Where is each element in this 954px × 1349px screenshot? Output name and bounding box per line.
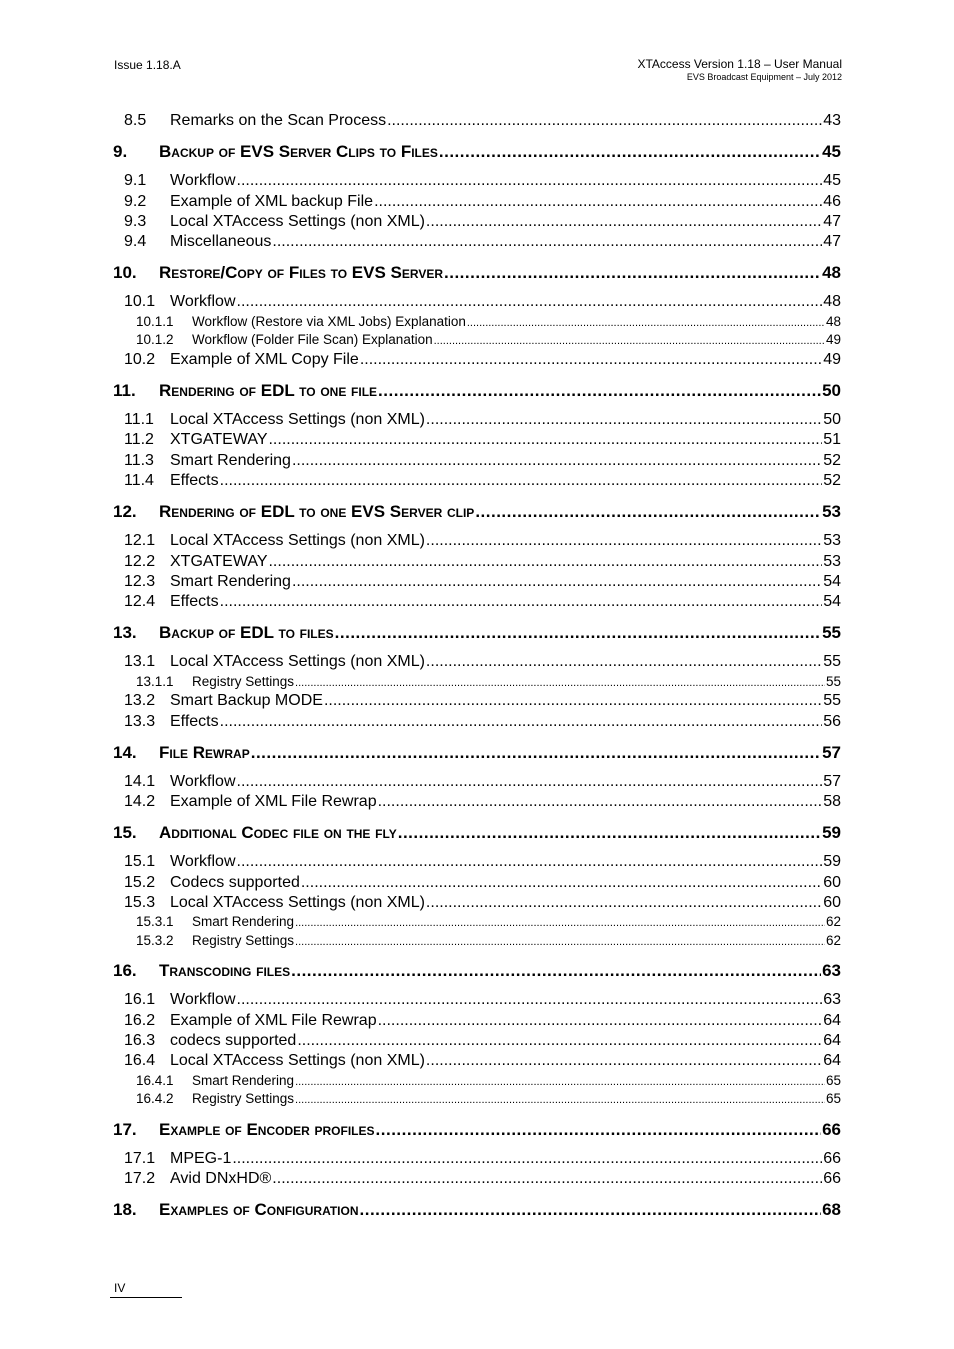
toc-entry-title: Example of XML File Rewrap	[170, 793, 377, 811]
toc-entry-title: Example of XML Copy File	[170, 350, 359, 368]
toc-entry-page: 49	[825, 332, 841, 348]
toc-entry-sec[interactable]	[113, 293, 841, 313]
toc-entry-sub[interactable]	[113, 332, 841, 351]
toc-entry-title: Restore/Copy of Files to EVS Server	[159, 263, 444, 283]
toc-entry-number: 12.	[113, 502, 137, 522]
toc-entry-number: 9.4	[124, 233, 147, 251]
toc-entry-page: 55	[823, 653, 841, 671]
toc-entry-sub[interactable]	[113, 674, 841, 693]
toc-entry-number: 12.1	[124, 532, 156, 550]
toc-dot-leader	[378, 381, 821, 401]
toc-entry-title: Example of XML backup File	[170, 192, 374, 210]
toc-entry-sub[interactable]	[113, 1091, 841, 1110]
toc-entry-page: 63	[822, 961, 841, 981]
toc-entry-title: Local XTAccess Settings (non XML)	[170, 532, 425, 550]
toc-dot-leader	[292, 452, 822, 470]
toc-entry-page: 48	[822, 263, 841, 283]
toc-entry-sec[interactable]	[113, 894, 841, 914]
toc-dot-leader	[295, 933, 825, 948]
toc-dot-leader	[378, 1012, 823, 1030]
toc-entry-number: 10.1	[124, 293, 156, 311]
toc-entry-sec[interactable]	[113, 1052, 841, 1072]
toc-entry-sec[interactable]	[113, 411, 841, 431]
toc-entry-page: 56	[823, 712, 841, 730]
toc-entry-number: 16.4.2	[136, 1091, 174, 1107]
toc-entry-page: 51	[823, 431, 841, 449]
toc-entry-sec[interactable]	[113, 853, 841, 873]
toc-entry-title: Miscellaneous	[170, 233, 272, 251]
toc-entry-page: 53	[823, 532, 841, 550]
toc-entry-chap[interactable]	[113, 823, 841, 843]
toc-dot-leader	[237, 293, 823, 311]
toc-entry-sec[interactable]	[113, 213, 841, 233]
toc-entry-number: 9.	[113, 142, 128, 162]
toc-entry-sub[interactable]	[113, 1073, 841, 1092]
toc-dot-leader	[268, 431, 822, 449]
toc-entry-page: 55	[823, 692, 841, 710]
toc-entry-page: 58	[823, 793, 841, 811]
toc-entry-chap[interactable]	[113, 263, 841, 283]
toc-entry-page: 48	[823, 293, 841, 311]
toc-entry-title: Rendering of EDL to one EVS Server clip	[159, 502, 475, 522]
toc-entry-number: 9.3	[124, 212, 147, 230]
toc-dot-leader	[324, 692, 822, 710]
toc-entry-title: Example of Encoder profiles	[159, 1119, 375, 1139]
toc-entry-sec[interactable]	[113, 172, 841, 192]
toc-entry-sec[interactable]	[113, 1150, 841, 1170]
toc-entry-page: 66	[823, 1169, 841, 1187]
toc-entry-sec[interactable]	[113, 1032, 841, 1052]
toc-entry-number: 17.	[113, 1119, 137, 1139]
toc-entry-number: 15.3.2	[136, 932, 174, 948]
toc-entry-number: 16.4	[124, 1052, 156, 1070]
toc-entry-page: 65	[825, 1072, 841, 1088]
toc-dot-leader	[237, 853, 823, 871]
toc-dot-leader	[439, 142, 821, 162]
toc-entry-sec[interactable]	[113, 793, 841, 813]
toc-entry-title: Smart Rendering	[170, 572, 291, 590]
toc-entry-page: 64	[823, 1031, 841, 1049]
toc-entry-page: 65	[825, 1091, 841, 1107]
toc-dot-leader	[237, 991, 823, 1009]
toc-dot-leader	[232, 1150, 822, 1168]
toc-entry-title: Registry Settings	[192, 673, 295, 689]
toc-entry-page: 49	[823, 350, 841, 368]
toc-dot-leader	[376, 1120, 822, 1140]
toc-entry-number: 17.1	[124, 1149, 156, 1167]
toc-dot-leader	[220, 713, 823, 731]
toc-dot-leader	[237, 773, 823, 791]
toc-entry-page: 63	[823, 991, 841, 1009]
toc-entry-sec[interactable]	[113, 472, 841, 492]
toc-dot-leader	[291, 961, 821, 981]
toc-entry-page: 53	[823, 552, 841, 570]
toc-entry-page: 47	[823, 212, 841, 230]
toc-entry-page: 46	[823, 192, 841, 210]
toc-entry-sec[interactable]	[113, 874, 841, 894]
toc-entry-page: 47	[823, 233, 841, 251]
toc-entry-number: 13.3	[124, 712, 156, 730]
toc-entry-chap[interactable]	[113, 1120, 841, 1140]
toc-entry-title: Transcoding files	[159, 961, 291, 981]
toc-entry-number: 11.	[113, 381, 136, 401]
toc-entry-page: 45	[823, 172, 841, 190]
toc-entry-page: 54	[823, 572, 841, 590]
toc-entry-title: Smart Backup MODE	[170, 692, 323, 710]
toc-entry-chap[interactable]	[113, 623, 841, 643]
toc-entry-sec[interactable]	[113, 452, 841, 472]
toc-entry-number: 11.1	[124, 411, 154, 429]
toc-dot-leader	[426, 411, 822, 429]
toc-entry-sub[interactable]	[113, 914, 841, 933]
toc-entry-title: Workflow	[170, 772, 236, 790]
toc-entry-sub[interactable]	[113, 933, 841, 952]
toc-entry-sec[interactable]	[113, 233, 841, 253]
toc-entry-sec[interactable]	[113, 1012, 841, 1032]
toc-dot-leader	[237, 172, 823, 190]
toc-entry-page: 52	[823, 451, 841, 469]
toc-dot-leader	[475, 502, 821, 522]
toc-dot-leader	[220, 472, 823, 490]
toc-dot-leader	[292, 573, 822, 591]
toc-entry-sec[interactable]	[113, 653, 841, 673]
toc-entry-sec[interactable]	[113, 773, 841, 793]
toc-entry-number: 15.2	[124, 873, 156, 891]
toc-entry-page: 62	[825, 932, 841, 948]
toc-entry-number: 11.3	[124, 451, 154, 469]
toc-entry-title: Effects	[170, 593, 219, 611]
toc-entry-title: Workflow (Folder File Scan) Explanation	[192, 332, 433, 348]
toc-entry-page: 62	[825, 914, 841, 930]
toc-entry-page: 59	[823, 853, 841, 871]
toc-entry-page: 50	[823, 411, 841, 429]
toc-dot-leader	[398, 823, 821, 843]
toc-entry-chap[interactable]	[113, 961, 841, 981]
toc-entry-title: Effects	[170, 471, 219, 489]
toc-entry-sec[interactable]	[113, 692, 841, 712]
toc-entry-page: 59	[822, 823, 841, 843]
toc-entry-page: 43	[823, 112, 841, 129]
toc-entry-chap[interactable]	[113, 502, 841, 522]
toc-entry-page: 57	[823, 772, 841, 790]
toc-entry-title: Local XTAccess Settings (non XML)	[170, 1052, 425, 1070]
toc-entry-title: Registry Settings	[192, 932, 295, 948]
toc-entry-number: 16.1	[124, 991, 156, 1009]
header-publisher-date: EVS Broadcast Equipment – July 2012	[686, 72, 842, 82]
toc-entry-title: Avid DNxHD®	[170, 1169, 272, 1187]
toc-entry-sec[interactable]	[113, 532, 841, 552]
toc-dot-leader	[272, 233, 822, 251]
toc-entry-title: Workflow	[170, 172, 236, 190]
toc-entry-number: 10.2	[124, 350, 156, 368]
toc-dot-leader	[295, 1091, 825, 1106]
toc-entry-sec[interactable]	[113, 553, 841, 573]
toc-entry-sec[interactable]	[113, 431, 841, 451]
toc-entry-title: File Rewrap	[159, 742, 250, 762]
toc-entry-number: 13.1.1	[136, 673, 174, 689]
toc-entry-chap[interactable]	[113, 381, 841, 401]
toc-entry-page: 60	[823, 894, 841, 912]
toc-entry-title: XTGATEWAY	[170, 431, 268, 449]
toc-dot-leader	[467, 314, 825, 329]
toc-entry-page: 66	[823, 1149, 841, 1167]
toc-entry-page: 68	[822, 1200, 841, 1220]
footer-rule	[110, 1297, 182, 1298]
toc-entry-page: 50	[822, 381, 841, 401]
toc-entry-page: 60	[823, 873, 841, 891]
toc-dot-leader	[426, 653, 822, 671]
toc-entry-title: Registry Settings	[192, 1091, 295, 1107]
toc-entry-number: 11.4	[124, 471, 154, 489]
toc-entry-number: 15.3.1	[136, 914, 174, 930]
toc-dot-leader	[295, 674, 825, 689]
toc-entry-number: 11.2	[124, 431, 154, 449]
toc-entry-title: Smart Rendering	[170, 451, 291, 469]
toc-entry-page: 55	[825, 673, 841, 689]
toc-entry-number: 12.3	[124, 572, 156, 590]
toc-entry-number: 17.2	[124, 1169, 156, 1187]
toc-entry-page: 48	[825, 313, 841, 329]
toc-entry-number: 14.1	[124, 772, 156, 790]
toc-dot-leader	[360, 351, 822, 369]
table-of-contents	[113, 112, 841, 1220]
toc-entry-title: Local XTAccess Settings (non XML)	[170, 212, 425, 230]
toc-entry-title: codecs supported	[170, 1031, 297, 1049]
toc-entry-title: Backup of EDL to files	[159, 623, 334, 643]
toc-entry-title: Local XTAccess Settings (non XML)	[170, 894, 425, 912]
toc-entry-number: 8.5	[124, 112, 147, 129]
toc-entry-number: 14.	[113, 742, 137, 762]
toc-entry-number: 10.1.1	[136, 313, 174, 329]
toc-entry-sec[interactable]	[113, 573, 841, 593]
toc-entry-title: Workflow	[170, 293, 236, 311]
toc-entry-title: Workflow	[170, 853, 236, 871]
toc-entry-number: 16.4.1	[136, 1072, 174, 1088]
toc-entry-number: 15.1	[124, 853, 156, 871]
toc-entry-page: 45	[822, 142, 841, 162]
toc-entry-sec[interactable]	[113, 593, 841, 613]
toc-entry-number: 12.2	[124, 552, 156, 570]
toc-entry-title: Effects	[170, 712, 219, 730]
toc-dot-leader	[272, 1170, 822, 1188]
toc-entry-number: 13.1	[124, 653, 156, 671]
toc-dot-leader	[268, 553, 822, 571]
toc-dot-leader	[426, 213, 822, 231]
toc-entry-chap[interactable]	[113, 1200, 841, 1220]
toc-entry-number: 12.4	[124, 593, 156, 611]
toc-entry-title: MPEG-1	[170, 1149, 232, 1167]
toc-entry-number: 9.2	[124, 192, 147, 210]
toc-entry-page: 54	[823, 593, 841, 611]
toc-entry-number: 14.2	[124, 793, 156, 811]
toc-dot-leader	[426, 1052, 822, 1070]
toc-entry-page: 66	[822, 1119, 841, 1139]
toc-entry-title: Remarks on the Scan Process	[170, 112, 387, 129]
toc-entry-title: Local XTAccess Settings (non XML)	[170, 411, 425, 429]
toc-entry-title: Codecs supported	[170, 873, 300, 891]
toc-entry-title: Additional Codec file on the fly	[159, 823, 397, 843]
toc-dot-leader	[251, 743, 821, 763]
toc-entry-sec[interactable]	[113, 991, 841, 1011]
header-issue: Issue 1.18.A	[114, 58, 181, 72]
toc-dot-leader	[387, 112, 822, 130]
toc-entry-page: 52	[823, 471, 841, 489]
toc-entry-number: 16.3	[124, 1031, 156, 1049]
toc-dot-leader	[374, 193, 822, 211]
toc-dot-leader	[378, 793, 823, 811]
toc-entry-title: Local XTAccess Settings (non XML)	[170, 653, 425, 671]
toc-entry-sec[interactable]	[113, 112, 841, 132]
toc-entry-title: Backup of EVS Server Clips to Files	[159, 142, 438, 162]
toc-dot-leader	[297, 1032, 822, 1050]
toc-entry-title: XTGATEWAY	[170, 552, 268, 570]
toc-entry-page: 55	[822, 623, 841, 643]
toc-dot-leader	[295, 1073, 825, 1088]
header-manual-title: XTAccess Version 1.18 – User Manual	[637, 57, 842, 71]
toc-entry-sec[interactable]	[113, 193, 841, 213]
toc-entry-page: 53	[822, 502, 841, 522]
toc-entry-number: 10.	[113, 263, 137, 283]
toc-entry-number: 16.	[113, 961, 137, 981]
toc-dot-leader	[426, 532, 822, 550]
toc-dot-leader	[444, 263, 821, 283]
header-document-info	[637, 57, 842, 83]
toc-entry-chap[interactable]	[113, 142, 841, 162]
toc-entry-number: 16.2	[124, 1011, 156, 1029]
toc-entry-title: Smart Rendering	[192, 914, 295, 930]
toc-dot-leader	[434, 332, 825, 347]
toc-dot-leader	[301, 874, 822, 892]
toc-dot-leader	[295, 914, 825, 929]
toc-entry-number: 9.1	[124, 172, 147, 190]
toc-entry-page: 64	[823, 1052, 841, 1070]
footer-page-number: IV	[114, 1281, 126, 1295]
toc-entry-sec[interactable]	[113, 351, 841, 371]
toc-entry-sec[interactable]	[113, 713, 841, 733]
toc-entry-title: Workflow	[170, 991, 236, 1009]
toc-entry-number: 15.	[113, 823, 137, 843]
toc-dot-leader	[360, 1200, 822, 1220]
toc-entry-number: 13.	[113, 623, 137, 643]
toc-entry-title: Rendering of EDL to one file	[159, 381, 378, 401]
toc-entry-sub[interactable]	[113, 314, 841, 333]
toc-dot-leader	[220, 593, 823, 611]
toc-entry-chap[interactable]	[113, 743, 841, 763]
toc-entry-title: Examples of Configuration	[159, 1200, 359, 1220]
toc-entry-number: 10.1.2	[136, 332, 174, 348]
toc-entry-number: 18.	[113, 1200, 137, 1220]
toc-entry-page: 64	[823, 1011, 841, 1029]
toc-entry-number: 15.3	[124, 894, 156, 912]
toc-entry-title: Example of XML File Rewrap	[170, 1011, 377, 1029]
toc-entry-page: 57	[822, 742, 841, 762]
toc-entry-sec[interactable]	[113, 1170, 841, 1190]
toc-entry-number: 13.2	[124, 692, 156, 710]
toc-dot-leader	[426, 894, 822, 912]
toc-dot-leader	[335, 623, 821, 643]
toc-entry-title: Workflow (Restore via XML Jobs) Explanation	[192, 313, 466, 329]
toc-entry-title: Smart Rendering	[192, 1072, 295, 1088]
